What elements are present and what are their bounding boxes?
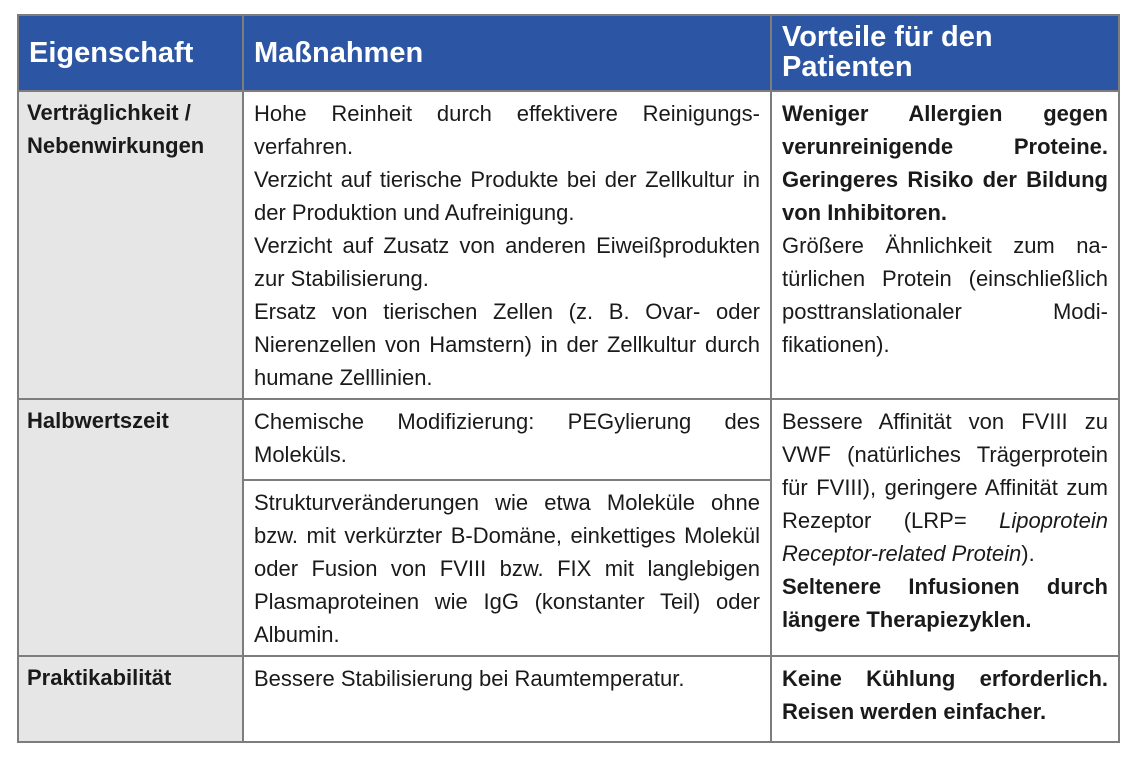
advantage-italic: Lipoprotein Receptor-related Protein [782, 508, 1108, 566]
table-row [18, 91, 1119, 399]
advantage-text: Bessere Affinität von FVIII zu VWF (natürliches Trägerprotein für FVIII), geringere Affinität zum Rezeptor (LRP= [782, 409, 1108, 533]
advantages-cell [771, 399, 1119, 656]
property-cell: Halbwertszeit [18, 399, 243, 656]
property-cell: Verträglichkeit / Nebenwirkungen [18, 91, 243, 399]
advantage-bold: Seltenere Infusionen durch längere Therapiezyklen. [782, 574, 1108, 632]
header-vorteile: Vorteile für den Patienten [771, 15, 1119, 91]
measure-item: Hohe Reinheit durch effektivere Reinigungsverfahren. [254, 101, 760, 159]
measure-item: Verzicht auf Zusatz von anderen Eiweißprodukten zur Stabilisierung. [254, 233, 760, 291]
table-row [18, 656, 1119, 742]
measures-cell: Chemische Modifizierung: PEGylierung des Moleküls. [243, 399, 771, 480]
header-row [18, 15, 1119, 91]
comparison-table [17, 14, 1120, 743]
measure-item: Ersatz von tierischen Zellen (z. B. Ovar- oder Nierenzellen von Hamstern) in der Zellkultur durch humane Zelllinien. [254, 299, 760, 390]
table-row [18, 399, 1119, 480]
measures-cell: Strukturveränderungen wie etwa Moleküle ohne bzw. mit verkürzter B-Domäne, einkettiges Molekül oder Fusion von FVIII bzw. FIX mit langlebigen Plasmaproteinen wie IgG (konstanter Teil) oder Albumin. [243, 480, 771, 656]
measures-cell [243, 91, 771, 399]
advantage-normal: Größere Ähnlichkeit zum natürlichen Protein (einschließlich posttranslationaler Modifikationen). [782, 233, 1108, 357]
header-eigenschaft: Eigenschaft [18, 15, 243, 91]
measure-item: Verzicht auf tierische Produkte bei der Zellkultur in der Produktion und Aufreinigung. [254, 167, 760, 225]
advantages-cell [771, 656, 1119, 742]
measures-cell: Bessere Stabilisierung bei Raumtemperatur. [243, 656, 771, 742]
property-cell: Praktikabilität [18, 656, 243, 742]
advantage-text-end: ). [1021, 541, 1035, 566]
comparison-table-wrapper [17, 14, 1118, 743]
header-massnahmen: Maßnahmen [243, 15, 771, 91]
advantage-bold: Weniger Allergien gegen verunreinigende Proteine. Geringeres Risiko der Bildung von Inhibitoren. [782, 101, 1108, 225]
advantages-cell [771, 91, 1119, 399]
advantage-bold: Keine Kühlung erforderlich. Reisen werden einfacher. [782, 666, 1108, 724]
